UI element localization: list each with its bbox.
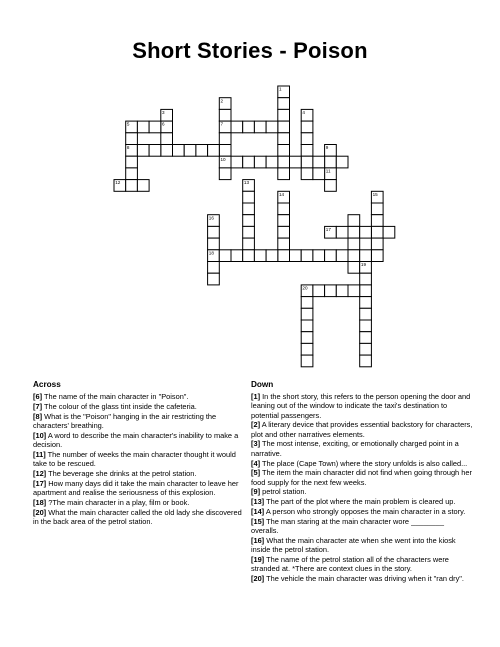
clue-text: The beverage she drinks at the petrol station. (48, 468, 197, 478)
crossword-cell[interactable] (278, 133, 290, 145)
clue-text: What is the "Poison" hanging in the air restricting the characters' breathing. (33, 411, 217, 430)
across-clue (33, 402, 245, 411)
crossword-cell[interactable] (208, 238, 220, 250)
crossword-cell[interactable] (348, 226, 360, 238)
clue-number: [10] (33, 430, 47, 440)
crossword-cell[interactable] (360, 285, 372, 297)
crossword-cell[interactable] (243, 238, 255, 250)
crossword-cell[interactable] (360, 226, 372, 238)
crossword-cell[interactable] (231, 156, 243, 168)
clue-number: [11] (33, 449, 46, 459)
clue-text: A person who strongly opposes the main character in a story. (265, 507, 466, 517)
crossword-cell[interactable] (149, 121, 161, 133)
crossword-cell[interactable] (278, 98, 290, 110)
crossword-cell[interactable] (383, 226, 395, 238)
cell-number: 13 (243, 180, 250, 186)
crossword-cell[interactable] (278, 238, 290, 250)
crossword-cell[interactable] (348, 285, 360, 297)
crossword-cell[interactable] (336, 226, 348, 238)
down-clues (251, 380, 473, 584)
crossword-cell[interactable] (278, 109, 290, 121)
clue-text: petrol station. (262, 487, 307, 497)
down-clue (251, 507, 473, 516)
crossword-cell[interactable] (184, 145, 196, 157)
clue-text: The part of the plot where the main problem is cleared up. (266, 497, 456, 507)
crossword-cell[interactable] (243, 121, 255, 133)
cell-number: 7 (220, 121, 224, 127)
clue-text: How many days did it take the main character to leave her apartment and realise the seriousness of this explosion. (33, 478, 239, 497)
across-clue (33, 479, 245, 498)
down-clue (251, 517, 473, 536)
clue-number: [5] (251, 468, 261, 478)
crossword-cell[interactable] (301, 250, 313, 262)
crossword-cell[interactable] (371, 203, 383, 215)
crossword-cell[interactable] (301, 121, 313, 133)
crossword-cell[interactable] (301, 133, 313, 145)
clue-text: The man staring at the main character wore ________ overalls. (251, 516, 444, 536)
clue-number: [17] (33, 478, 47, 488)
across-clue (33, 392, 245, 401)
crossword-cell[interactable] (360, 250, 372, 262)
across-heading: Across (33, 380, 61, 389)
across-clue (33, 508, 245, 527)
across-clue (33, 431, 245, 450)
cell-number: 17 (325, 227, 331, 232)
clue-text: The number of weeks the main character thought it would take to be rescued. (33, 449, 236, 469)
crossword-cell[interactable] (371, 226, 383, 238)
clue-number: [8] (33, 411, 43, 421)
page-title: Short Stories - Poison (132, 38, 368, 63)
crossword-cell[interactable] (360, 343, 372, 355)
clue-number: [14] (251, 507, 265, 517)
down-clue (251, 536, 473, 555)
crossword-cell[interactable] (219, 168, 231, 180)
crossword-cell[interactable] (301, 332, 313, 344)
crossword-cell[interactable] (348, 238, 360, 250)
crossword-cell[interactable] (313, 285, 325, 297)
crossword-cell[interactable] (301, 343, 313, 355)
down-clue (251, 439, 473, 458)
crossword-cell[interactable] (371, 250, 383, 262)
clue-text: The colour of the glass tint inside the cafeteria. (43, 401, 197, 411)
crossword-cell[interactable] (208, 273, 220, 285)
clue-number: [12] (33, 468, 47, 478)
down-clue (251, 392, 473, 420)
crossword-cell[interactable] (266, 156, 278, 168)
crossword-cell[interactable] (301, 308, 313, 320)
crossword-cell[interactable] (278, 121, 290, 133)
crossword-cell[interactable] (219, 250, 231, 262)
down-heading: Down (251, 380, 274, 389)
crossword-cell[interactable] (360, 355, 372, 367)
across-clue (33, 412, 245, 431)
crossword-cell[interactable] (278, 250, 290, 262)
crossword-cell[interactable] (243, 156, 255, 168)
cell-number: 15 (372, 191, 378, 197)
crossword-cell[interactable] (336, 156, 348, 168)
crossword-cell[interactable] (219, 109, 231, 121)
clue-number: [2] (251, 420, 261, 430)
across-clue (33, 469, 245, 478)
clue-number: [7] (33, 401, 43, 411)
crossword-cell[interactable] (137, 145, 149, 157)
crossword-cell[interactable] (360, 332, 372, 344)
down-clue (251, 487, 473, 496)
crossword-cell[interactable] (360, 320, 372, 332)
cell-number: 4 (302, 110, 305, 115)
clue-number: [20] (251, 574, 265, 584)
across-clue (33, 498, 245, 507)
crossword-cell[interactable] (325, 250, 337, 262)
clue-number: [1] (251, 392, 261, 401)
cell-number: 5 (126, 121, 130, 127)
crossword-cell[interactable] (348, 215, 360, 227)
crossword-cell[interactable] (161, 133, 173, 145)
cell-number: 14 (279, 191, 285, 197)
crossword-cell[interactable] (325, 156, 337, 168)
down-clue (251, 420, 473, 439)
crossword-cell[interactable] (360, 308, 372, 320)
cell-number: 16 (208, 215, 214, 221)
clue-number: [18] (33, 497, 47, 507)
crossword-cell[interactable] (266, 121, 278, 133)
crossword-cell[interactable] (301, 156, 313, 168)
crossword-cell[interactable] (219, 133, 231, 145)
crossword-cell[interactable] (336, 250, 348, 262)
down-clue (251, 555, 473, 574)
crossword-cell[interactable] (243, 203, 255, 215)
crossword-cell[interactable] (301, 355, 313, 367)
crossword-cell[interactable] (219, 145, 231, 157)
crossword-cell[interactable] (325, 180, 337, 192)
crossword-cell[interactable] (301, 320, 313, 332)
crossword-cell[interactable] (254, 250, 266, 262)
crossword-cell[interactable] (278, 145, 290, 157)
cell-number: 9 (325, 145, 329, 151)
cell-number: 2 (220, 98, 224, 104)
crossword-cell[interactable] (231, 250, 243, 262)
clue-text: What the main character called the old lady she discovered in the back area of the petrol station. (33, 507, 242, 526)
clue-number: [15] (251, 516, 265, 526)
crossword-cell[interactable] (196, 145, 208, 157)
cell-number: 8 (126, 145, 130, 151)
crossword-cell[interactable] (126, 156, 138, 168)
across-clue (33, 450, 245, 469)
crossword-cell[interactable] (325, 285, 337, 297)
crossword-cell[interactable] (243, 215, 255, 227)
cell-number: 1 (279, 86, 282, 92)
crossword-cell[interactable] (301, 168, 313, 180)
crossword-cell[interactable] (290, 250, 302, 262)
crossword-cell[interactable] (208, 145, 220, 157)
crossword-cell[interactable] (137, 180, 149, 192)
crossword-cell[interactable] (254, 156, 266, 168)
cell-number: 10 (220, 156, 226, 162)
down-clue (251, 574, 473, 583)
clue-number: [9] (251, 487, 261, 497)
clue-text: In the short story, this refers to the person opening the door and leaning out of the window to indicate the taxi's destination to potential passengers. (251, 392, 471, 420)
clue-text: The place (Cape Town) where the story unfolds is also called... (261, 458, 468, 468)
crossword-cell[interactable] (208, 262, 220, 274)
clue-number: [3] (251, 439, 261, 449)
crossword-cell[interactable] (360, 273, 372, 285)
crossword-cell[interactable] (313, 250, 325, 262)
crossword-cell[interactable] (348, 250, 360, 262)
crossword-cell[interactable] (137, 121, 149, 133)
crossword-cell[interactable] (254, 121, 266, 133)
clue-number: [6] (33, 392, 43, 401)
clue-text: The name of the petrol station all of the characters were stranded at. *There are context clues in the story. (251, 555, 449, 574)
down-clue (251, 468, 473, 487)
clue-number: [13] (251, 497, 265, 507)
crossword-cell[interactable] (360, 297, 372, 309)
crossword-cell[interactable] (278, 156, 290, 168)
crossword-cell[interactable] (278, 168, 290, 180)
clue-number: [20] (33, 507, 47, 517)
crossword-cell[interactable] (243, 191, 255, 203)
clue-text: A literary device that provides essential backstory for characters, plot and other narratives elements. (251, 420, 473, 439)
crossword-cell[interactable] (231, 121, 243, 133)
crossword-cell[interactable] (173, 145, 185, 157)
crossword-cell[interactable] (301, 145, 313, 157)
crossword-cell[interactable] (313, 156, 325, 168)
crossword-cell[interactable] (149, 145, 161, 157)
clue-text: What the main character ate when she went into the kiosk inside the petrol station. (251, 535, 456, 555)
crossword-cell[interactable] (278, 203, 290, 215)
crossword-cell[interactable] (336, 285, 348, 297)
crossword-cell[interactable] (243, 226, 255, 238)
clue-text: The item the main character did not find when going through her food supply for the next few weeks. (251, 468, 472, 487)
crossword-cell[interactable] (348, 262, 360, 274)
crossword-cell[interactable] (371, 238, 383, 250)
crossword-cell[interactable] (208, 226, 220, 238)
crossword-cell[interactable] (301, 297, 313, 309)
cell-number: 19 (360, 262, 367, 268)
crossword-cell[interactable] (126, 168, 138, 180)
crossword-cell[interactable] (266, 250, 278, 262)
crossword-cell[interactable] (126, 133, 138, 145)
cell-number: 11 (325, 168, 331, 174)
clue-text: The most intense, exciting, or emotionally charged point in a narrative. (251, 439, 459, 458)
clue-text: The name of the main character in "Poison". (43, 392, 189, 401)
cell-number: 3 (162, 110, 165, 115)
clue-text: ?The main character in a play, film or book. (48, 497, 190, 507)
cell-number: 6 (162, 121, 165, 127)
crossword-cell[interactable] (278, 215, 290, 227)
clue-number: [4] (251, 458, 261, 468)
across-clues (33, 380, 245, 527)
crossword-cell[interactable] (278, 226, 290, 238)
crossword-cell[interactable] (161, 145, 173, 157)
crossword-cell[interactable] (313, 168, 325, 180)
crossword-cell[interactable] (126, 180, 138, 192)
clue-text: The vehicle the main character was driving when it "ran dry". (266, 574, 464, 584)
clue-number: [19] (251, 555, 265, 565)
down-clue (251, 497, 473, 506)
down-clue (251, 459, 473, 468)
cell-number: 12 (115, 180, 121, 186)
crossword-cell[interactable] (243, 250, 255, 262)
clue-text: A word to describe the main character's inability to make a decision. (33, 430, 239, 449)
clue-number: [16] (251, 535, 265, 545)
cell-number: 20 (302, 285, 308, 291)
crossword-cell[interactable] (290, 156, 302, 168)
cell-number: 18 (208, 250, 214, 256)
crossword-cell[interactable] (371, 215, 383, 227)
